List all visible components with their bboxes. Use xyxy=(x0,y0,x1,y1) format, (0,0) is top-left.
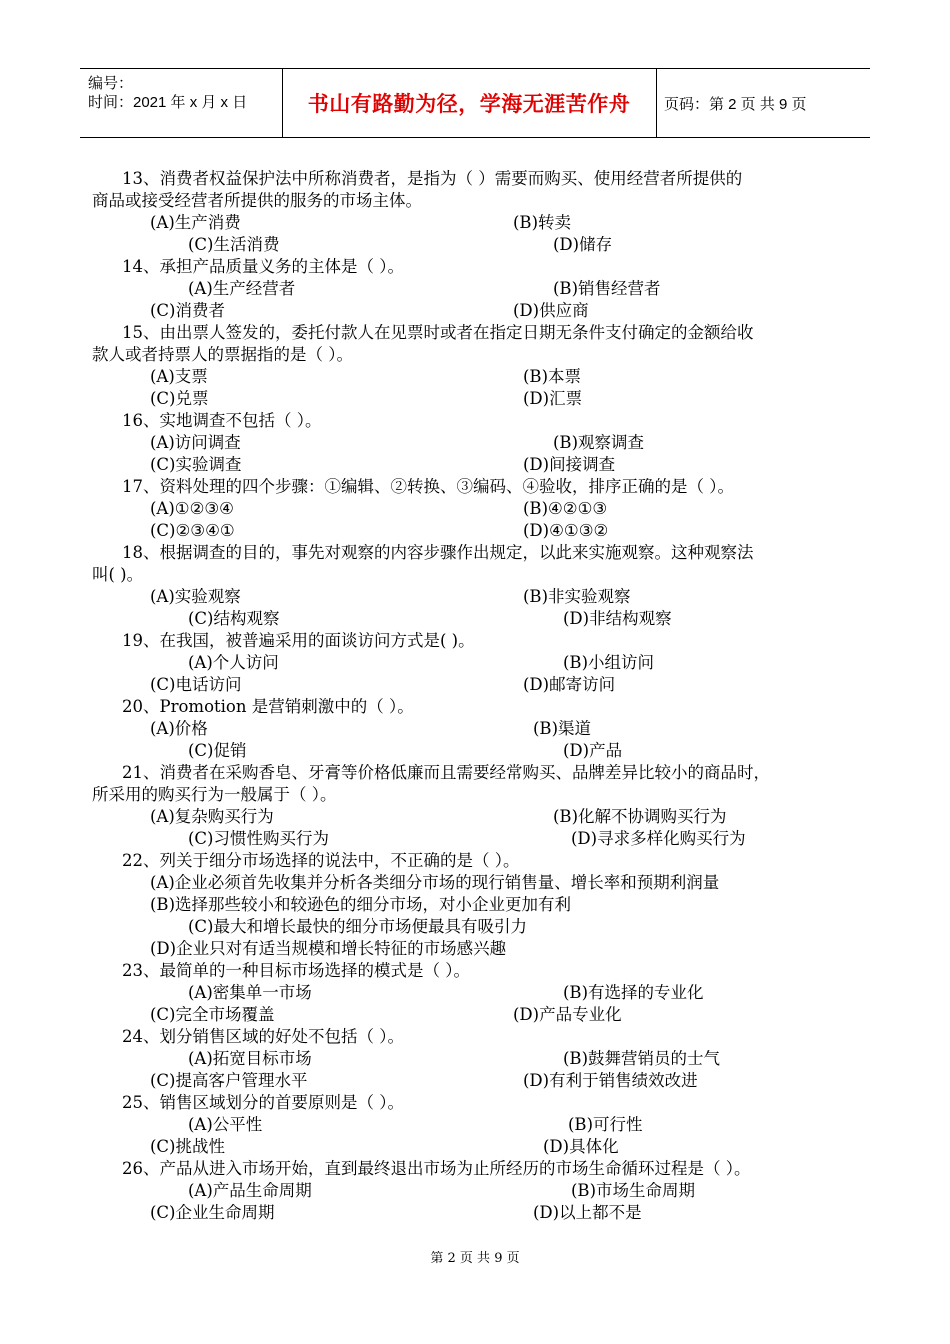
question-stem: 21、消费者在采购香皂、牙膏等价格低廉而且需要经常购买、品牌差异比较小的商品时， xyxy=(122,763,770,782)
answer-option: (C)促销 xyxy=(188,741,247,760)
question-stem: 14、承担产品质量义务的主体是（ ）。 xyxy=(122,257,404,276)
answer-option: (A)生产经营者 xyxy=(188,279,296,298)
answer-option: (D)间接调查 xyxy=(523,455,616,474)
answer-option: (B)④②①③ xyxy=(523,499,608,518)
question-stem: 所采用的购买行为一般属于（ ）。 xyxy=(92,785,337,804)
answer-option: (B)观察调查 xyxy=(553,433,644,452)
answer-option: (B)渠道 xyxy=(533,719,591,738)
page-number-label: 页码：第 2 页 共 9 页 xyxy=(664,95,807,113)
answer-option: (C)②③④① xyxy=(150,521,235,540)
answer-option: (C)结构观察 xyxy=(188,609,280,628)
answer-option: (C)实验调查 xyxy=(150,455,242,474)
answer-option: (B)可行性 xyxy=(568,1115,643,1134)
answer-option: (B)有选择的专业化 xyxy=(563,983,704,1002)
answer-option: (A)个人访问 xyxy=(188,653,279,672)
answer-option: (A)支票 xyxy=(150,367,208,386)
question-stem: 24、划分销售区域的好处不包括（ ）。 xyxy=(122,1027,404,1046)
answer-option: (A)企业必须首先收集并分析各类细分市场的现行销售量、增长率和预期利润量 xyxy=(150,873,720,892)
answer-option: (A)密集单一市场 xyxy=(188,983,312,1002)
question-stem: 17、资料处理的四个步骤：①编辑、②转换、③编码、④验收，排序正确的是（ ）。 xyxy=(122,477,734,496)
answer-option: (B)市场生命周期 xyxy=(571,1181,695,1200)
answer-option: (C)提高客户管理水平 xyxy=(150,1071,308,1090)
answer-option: (D)供应商 xyxy=(513,301,589,320)
answer-option: (B)转卖 xyxy=(513,213,571,232)
page-footer: 第 2 页 共 9 页 xyxy=(430,1251,520,1266)
answer-option: (B)鼓舞营销员的士气 xyxy=(563,1049,720,1068)
answer-option: (D)汇票 xyxy=(523,389,583,408)
answer-option: (C)企业生命周期 xyxy=(150,1203,275,1222)
question-stem: 18、根据调查的目的，事先对观察的内容步骤作出规定，以此来实施观察。这种观察法 xyxy=(122,543,754,562)
answer-option: (A)访问调查 xyxy=(150,433,241,452)
answer-option: (B)本票 xyxy=(523,367,581,386)
question-stem: 20、Promotion 是营销刺激中的（ ）。 xyxy=(122,697,414,716)
answer-option: (D)企业只对有适当规模和增长特征的市场感兴趣 xyxy=(150,939,507,958)
answer-option: (C)电话访问 xyxy=(150,675,242,694)
answer-option: (A)公平性 xyxy=(188,1115,263,1134)
answer-option: (C)兑票 xyxy=(150,389,209,408)
answer-option: (C)挑战性 xyxy=(150,1137,225,1156)
answer-option: (A)产品生命周期 xyxy=(188,1181,312,1200)
answer-option: (A)①②③④ xyxy=(150,499,234,518)
answer-option: (D)有利于销售绩效改进 xyxy=(523,1071,698,1090)
question-stem: 叫( )。 xyxy=(92,565,144,584)
answer-option: (D)以上都不是 xyxy=(533,1203,642,1222)
answer-option: (A)实验观察 xyxy=(150,587,241,606)
question-stem: 26、产品从进入市场开始，直到最终退出市场为止所经历的市场生命循环过程是（ ）。 xyxy=(122,1159,751,1178)
answer-option: (A)复杂购买行为 xyxy=(150,807,274,826)
question-stem: 16、实地调查不包括（ ）。 xyxy=(122,411,322,430)
answer-option: (D)产品专业化 xyxy=(513,1005,622,1024)
answer-option: (B)化解不协调购买行为 xyxy=(553,807,727,826)
question-stem: 19、在我国，被普遍采用的面谈访问方式是( )。 xyxy=(122,631,475,650)
answer-option: (D)储存 xyxy=(553,235,613,254)
answer-option: (C)最大和增长最快的细分市场便最具有吸引力 xyxy=(188,917,527,936)
answer-option: (C)习惯性购买行为 xyxy=(188,829,329,848)
slogan-text: 书山有路勤为径，学海无涯苦作舟 xyxy=(307,93,631,116)
answer-option: (A)价格 xyxy=(150,719,208,738)
document-number-label: 编号： xyxy=(88,75,134,92)
answer-option: (B)选择那些较小和较逊色的细分市场，对小企业更加有利 xyxy=(150,895,571,914)
question-stem: 款人或者持票人的票据指的是（ ）。 xyxy=(92,345,353,364)
answer-option: (D)非结构观察 xyxy=(563,609,672,628)
answer-option: (C)完全市场覆盖 xyxy=(150,1005,275,1024)
answer-option: (B)非实验观察 xyxy=(523,587,631,606)
answer-option: (C)消费者 xyxy=(150,301,225,320)
answer-option: (A)拓宽目标市场 xyxy=(188,1049,312,1068)
question-stem: 22、列关于细分市场选择的说法中，不正确的是（ ）。 xyxy=(122,851,520,870)
question-stem: 23、最简单的一种目标市场选择的模式是（ ）。 xyxy=(122,961,470,980)
answer-option: (B)销售经营者 xyxy=(553,279,661,298)
answer-option: (B)小组访问 xyxy=(563,653,654,672)
question-stem: 25、销售区域划分的首要原则是（ ）。 xyxy=(122,1093,404,1112)
question-stem: 商品或接受经营者所提供的服务的市场主体。 xyxy=(92,191,422,210)
question-stem: 15、由出票人签发的，委托付款人在见票时或者在指定日期无条件支付确定的金额给收 xyxy=(122,323,754,342)
answer-option: (D)寻求多样化购买行为 xyxy=(571,829,746,848)
answer-option: (C)生活消费 xyxy=(188,235,280,254)
answer-option: (D)④①③② xyxy=(523,521,609,540)
document-time-label: 时间：2021 年 x 月 x 日 xyxy=(88,94,248,111)
answer-option: (D)产品 xyxy=(563,741,623,760)
answer-option: (D)邮寄访问 xyxy=(523,675,616,694)
answer-option: (A)生产消费 xyxy=(150,213,241,232)
answer-option: (D)具体化 xyxy=(543,1137,619,1156)
question-stem: 13、消费者权益保护法中所称消费者，是指为（ ）需要而购买、使用经营者所提供的 xyxy=(122,169,743,188)
